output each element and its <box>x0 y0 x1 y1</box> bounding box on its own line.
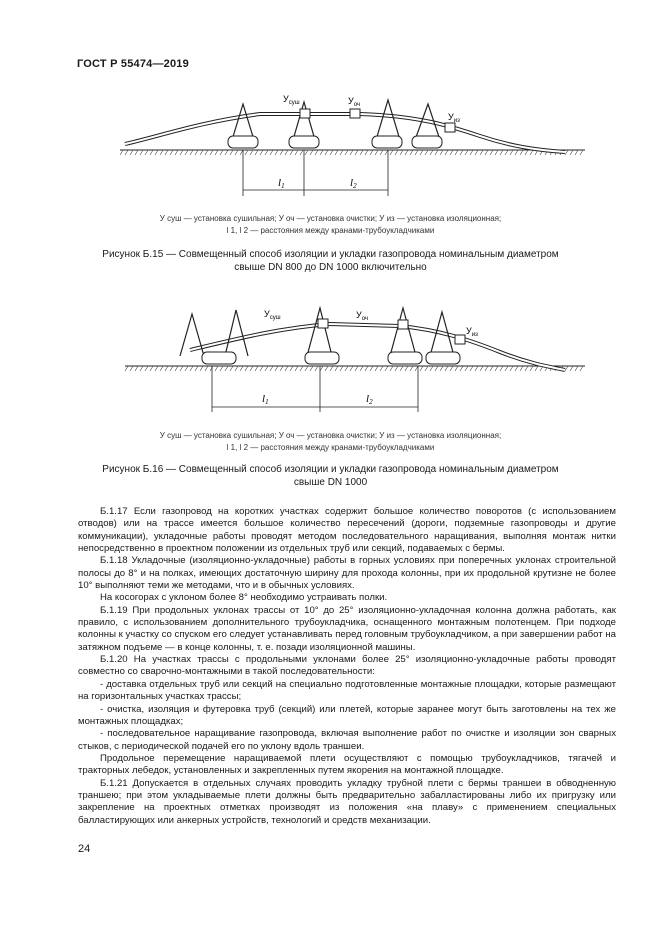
dimension-label-l1: l1 <box>278 177 285 190</box>
document-header: ГОСТ Р 55474—2019 <box>77 58 189 70</box>
list-item: - очистка, изоляция и футеровка труб (секций) или плетей, которые заранее могут быть заготовлены на тех же монтажных площадках; <box>78 703 616 727</box>
label-yoch: $У_{оч}$ <box>348 96 361 108</box>
dimension-label-l1: l1 <box>262 393 269 406</box>
dimension-label-l2: l2 <box>350 177 357 190</box>
paragraph-b1-21: Б.1.21 Допускается в отдельных случаях проводить укладку трубной плети с бермы траншеи в обводненную траншею; при этом укладываемые плети должны быть предварительно забалластированы либо их пригрузку или закрепление на проектных отметках производят из положения «на плаву» с применением специальных балластирующих или анкерных устройств, технологий и средств механизации. <box>78 777 616 826</box>
figure-b16-legend <box>0 430 661 454</box>
page-number: 24 <box>78 843 91 855</box>
figure-b15-legend <box>0 213 661 237</box>
list-item: - последовательное наращивание газопровода, включая выполнение работ по очистке и изоляции зон сварных стыков, с периодической подачей его по уклону вдоль траншеи. <box>78 728 616 752</box>
paragraph-b1-18: Б.1.18 Укладочные (изоляционно-укладочные) работы в горных условиях при поперечных уклонах строительной полосы до 8° и на полках, имеющих достаточную ширину для прохода колонны, при их продольной крутизне не более 10° выполняют теми же методами, что и в обычных условиях. <box>78 555 616 592</box>
legend-line-1: У суш — установка сушильная; У оч — установка очистки; У из — установка изоляционная; <box>159 431 502 440</box>
label-yiz: $У_{из}$ <box>466 326 478 338</box>
label-ysush: $У_{суш}$ <box>264 309 281 321</box>
paragraph-b1-19: Б.1.19 При продольных уклонах трассы от 10° до 25° изоляционно-укладочная колонна должна работать, как правило, с использованием дополнительного трубоукладчика, оснащенного монтажным полотенцем. При подходе колонны к участку со спуском его следует устанавливать перед головным трубоукладчиком, а при завершении работ на затяжном подъеме — в конце колонны, т. е. позади изоляционной машины. <box>78 604 616 653</box>
legend-line-2: l 1, l 2 — расстояния между кранами-трубоукладчиками <box>226 226 435 235</box>
figure-b15-caption: Рисунок Б.15 — Совмещенный способ изоляции и укладки газопровода номинальным диаметром свыше DN 800 до DN 1000 включительно <box>102 249 559 273</box>
paragraph-b1-20: Б.1.20 На участках трассы с продольными уклонами более 25° изоляционно-укладочные работы проводят совместно со сварочно-монтажными в такой последовательности: <box>78 654 616 678</box>
paragraph-longitudinal: Продольное перемещение наращиваемой плети осуществляют с помощью трубоукладчиков, тягачей и тракторных лебедок, установленных и закрепленных путем якорения на монтажной площадке. <box>78 752 616 777</box>
legend-line-2: l 1, l 2 — расстояния между кранами-трубоукладчиками <box>226 443 435 452</box>
legend-line-1: У суш — установка сушильная; У оч — установка очистки; У из — установка изоляционная; <box>159 214 502 223</box>
dimension-label-l2: l2 <box>366 393 373 406</box>
label-ysush: $У_{суш}$ <box>283 94 300 106</box>
figure-b16-caption: Рисунок Б.16 — Совмещенный способ изоляции и укладки газопровода номинальным диаметром свыше DN 1000 <box>102 464 559 488</box>
paragraph-b1-17: Б.1.17 Если газопровод на коротких участках содержит большое количество поворотов (с использованием отводов) или на трассе имеется большое количество пересечений (дороги, подземные газопроводы и другие коммуникации), укладочные работы проводят методом последовательного наращивания, выполняя монтаж нитки непосредственно в проектном положении из отдельных труб или секций, подаваемых с бермы. <box>78 506 616 555</box>
figure-b16-drawing <box>0 300 661 420</box>
figure-b15-drawing <box>0 92 661 204</box>
label-yoch: $У_{оч}$ <box>356 310 369 322</box>
list-item: - доставка отдельных труб или секций на специально подготовленные монтажные площадки, которые размещают на горизонтальных участках трассы; <box>78 678 616 703</box>
label-yiz: $У_{из}$ <box>448 112 460 124</box>
body-text <box>78 506 616 827</box>
paragraph-slopes: На косогорах с уклоном более 8° необходимо устраивать полки. <box>100 592 388 604</box>
